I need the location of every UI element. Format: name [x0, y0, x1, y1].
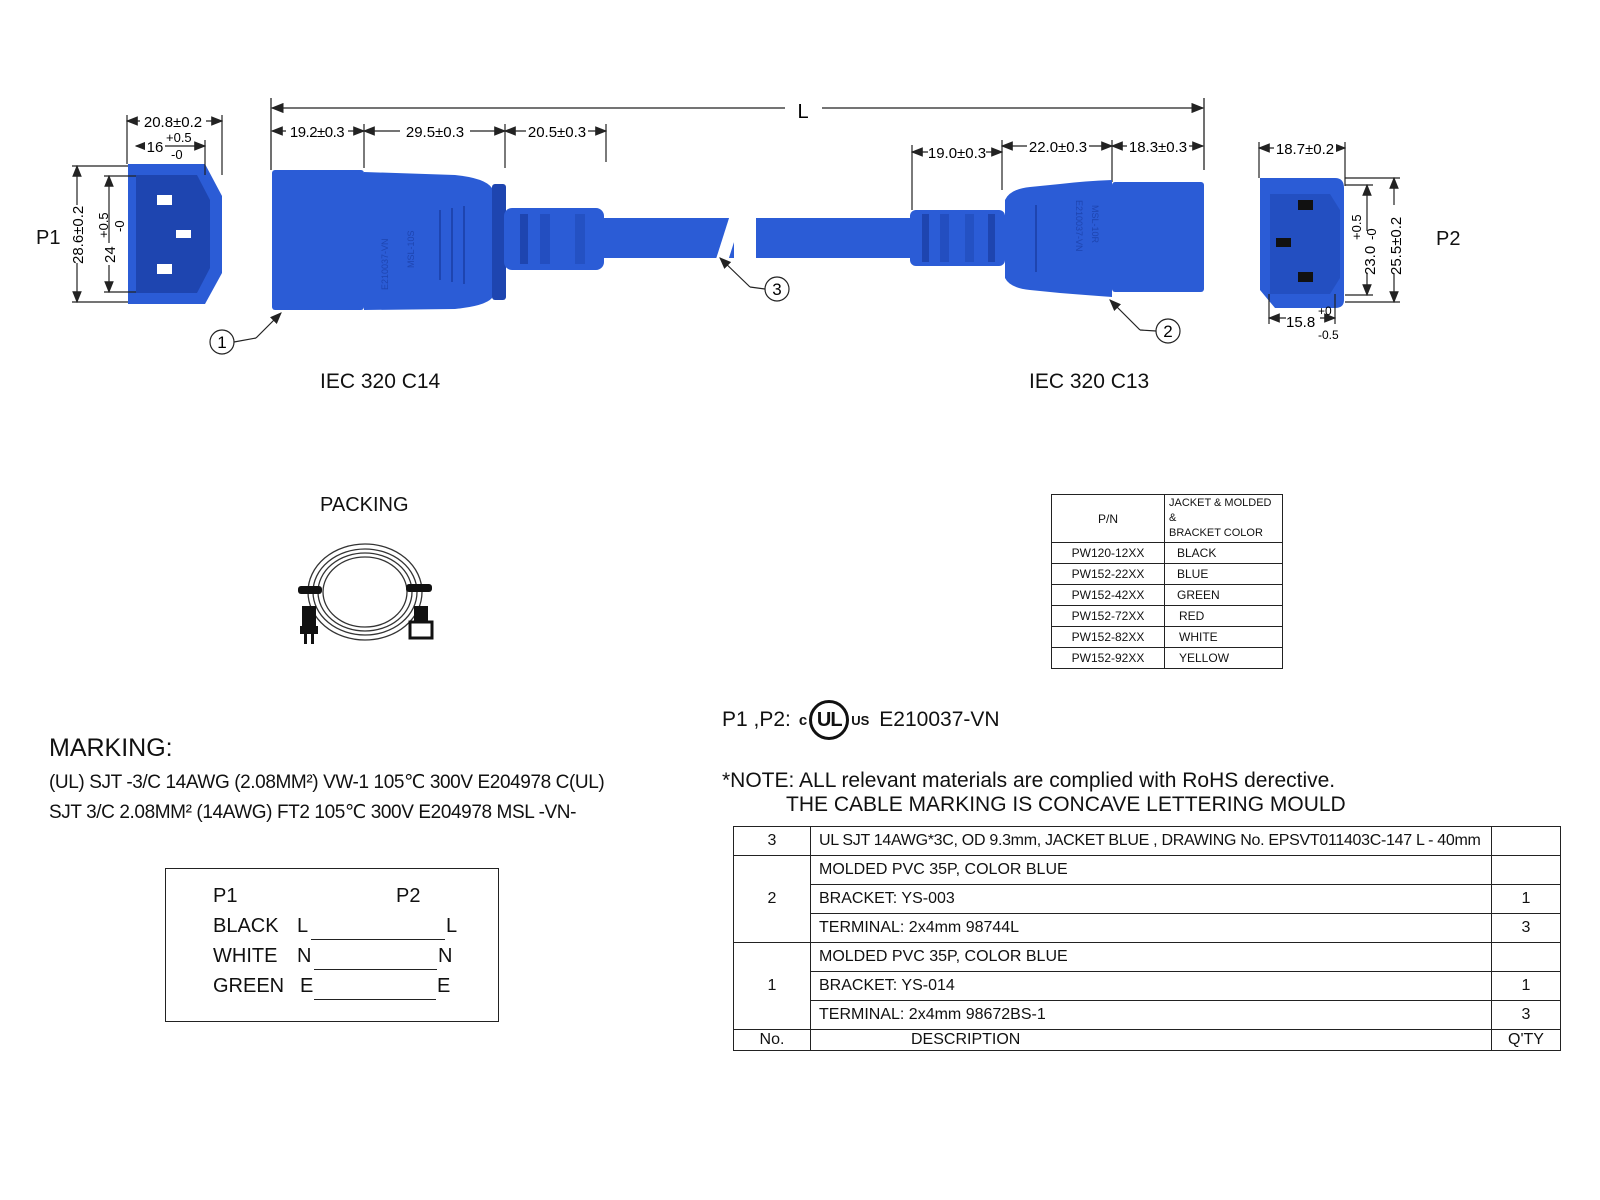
- wiring-row-p2: E: [437, 975, 451, 997]
- dim-c13-a: 19.0±0.3: [927, 145, 987, 162]
- pn-cell: PW120-12XX: [1052, 543, 1165, 564]
- length-label: L: [797, 101, 809, 123]
- cul-us: US: [851, 712, 870, 728]
- bom-footer-desc: DESCRIPTION: [811, 1030, 1492, 1051]
- callout-1: 1: [217, 333, 227, 352]
- pn-cell: PW152-82XX: [1052, 627, 1165, 648]
- c14-plug-text-1: E210037-VN: [380, 238, 390, 290]
- c13-label: IEC 320 C13: [1029, 370, 1150, 393]
- dim-p1-inner-h: 24: [102, 246, 119, 263]
- table-row: [734, 856, 1561, 885]
- cable-drawing: [0, 0, 1600, 420]
- dim-p2-inner-w-tol-top: +0: [1318, 304, 1332, 318]
- dim-p1-inner-h-tol-bot: -0: [112, 220, 127, 232]
- table-row: [1052, 543, 1283, 564]
- bom-desc: UL SJT 14AWG*3C, OD 9.3mm, JACKET BLUE , DRAWING No. EPSVT011403C-147 L - 40mm: [811, 827, 1492, 856]
- cert-number: E210037-VN: [879, 708, 1000, 731]
- table-row: [1052, 648, 1283, 669]
- header-color: [1165, 495, 1283, 543]
- marking-line-1: (UL) SJT -3/C 14AWG (2.08MM²) VW-1 105℃ 300V E204978 C(UL): [49, 772, 605, 793]
- table-row: [734, 1001, 1561, 1030]
- color-cell: BLACK: [1165, 543, 1283, 564]
- dim-p1-inner-tol-bot: -0: [171, 147, 183, 162]
- bom-table: [733, 826, 1561, 1051]
- bom-desc: BRACKET: YS-003: [811, 885, 1492, 914]
- dim-c13-b: 22.0±0.3: [1028, 139, 1088, 156]
- dim-p2-width: 18.7±0.2: [1275, 141, 1335, 158]
- pn-cell: PW152-42XX: [1052, 585, 1165, 606]
- bom-no: 1: [734, 943, 811, 1030]
- bom-no: 3: [734, 827, 811, 856]
- table-row: [734, 885, 1561, 914]
- dim-p2-inner-h-tol-bot: -0: [1364, 228, 1379, 240]
- marking-title: MARKING:: [49, 734, 173, 762]
- packing-title: PACKING: [320, 494, 409, 516]
- dim-p2-inner-h-tol-top: +0.5: [1349, 214, 1364, 240]
- wiring-line: [311, 939, 445, 940]
- bom-footer-qty: Q'TY: [1492, 1030, 1561, 1051]
- wiring-row-p2: L: [446, 915, 458, 937]
- dim-p1-height: 28.6±0.2: [70, 205, 87, 264]
- wiring-row-color: GREEN: [213, 975, 285, 997]
- wiring-row-color: BLACK: [213, 915, 279, 937]
- c13-plug-text-1: E210037-VN: [1074, 200, 1084, 252]
- wiring-row-p1: E: [300, 975, 314, 997]
- callout-2: 2: [1163, 322, 1173, 341]
- marking-line-2: SJT 3/C 2.08MM² (14AWG) FT2 105℃ 300V E204978 MSL -VN-: [49, 802, 577, 823]
- table-row: [734, 914, 1561, 943]
- bom-desc: TERMINAL: 2x4mm 98744L: [811, 914, 1492, 943]
- bom-qty: [1492, 943, 1561, 972]
- dim-c14-c: 20.5±0.3: [527, 124, 587, 141]
- bom-desc: MOLDED PVC 35P, COLOR BLUE: [811, 943, 1492, 972]
- bom-qty: 3: [1492, 914, 1561, 943]
- dim-p1-inner-h-tol-top: +0.5: [96, 212, 111, 238]
- bom-desc: BRACKET: YS-014: [811, 972, 1492, 1001]
- p2-front-view: [1260, 178, 1344, 308]
- table-footer-row: [734, 1030, 1561, 1051]
- bom-qty: 1: [1492, 972, 1561, 1001]
- cul-c: c: [798, 711, 808, 729]
- table-row: [1052, 495, 1283, 543]
- dim-p1-inner: 16: [146, 139, 164, 156]
- cul-logo: [799, 700, 869, 740]
- table-row: [1052, 606, 1283, 627]
- c14-label: IEC 320 C14: [320, 370, 441, 393]
- p1-front-view: [128, 164, 222, 304]
- note-line-1: *NOTE: ALL relevant materials are complied with RoHS derective.: [722, 769, 1336, 792]
- table-row: [1052, 564, 1283, 585]
- bom-footer-no: No.: [734, 1030, 811, 1051]
- cable: [604, 216, 916, 260]
- dim-p2-inner-h: 23.0: [1362, 245, 1379, 275]
- bom-desc: MOLDED PVC 35P, COLOR BLUE: [811, 856, 1492, 885]
- bom-qty: 3: [1492, 1001, 1561, 1030]
- wiring-line: [314, 999, 436, 1000]
- dim-c14-b: 29.5±0.3: [405, 124, 465, 141]
- color-cell: YELLOW: [1165, 648, 1283, 669]
- dim-p1-width: 20.8±0.2: [143, 114, 203, 131]
- c14-plug-side: [272, 170, 604, 310]
- table-row: [1052, 585, 1283, 606]
- p2-label: P2: [1436, 228, 1461, 250]
- ul-mark-text: UL: [816, 708, 842, 731]
- c13-plug-text-2: MSL-10R: [1090, 205, 1100, 244]
- color-cell: GREEN: [1165, 585, 1283, 606]
- bom-desc: TERMINAL: 2x4mm 98672BS-1: [811, 1001, 1492, 1030]
- wiring-row-p1: N: [297, 945, 312, 967]
- dim-p2-inner-w-tol-bot: -0.5: [1318, 328, 1339, 342]
- pn-color-table: [1051, 494, 1283, 669]
- wiring-line: [314, 969, 437, 970]
- wiring-row-p2: N: [438, 945, 453, 967]
- wiring-header-p1: P1: [213, 885, 238, 907]
- bom-qty: [1492, 827, 1561, 856]
- color-cell: BLUE: [1165, 564, 1283, 585]
- c14-plug-text-2: MSL-10S: [406, 230, 416, 268]
- dim-c14-a: 19.2±0.3: [289, 124, 345, 141]
- dim-p1-inner-tol-top: +0.5: [166, 130, 192, 145]
- table-row: [1052, 627, 1283, 648]
- color-cell: RED: [1165, 606, 1283, 627]
- wiring-row-p1: L: [297, 915, 309, 937]
- ul-mark-icon: [809, 700, 849, 740]
- table-row: [734, 943, 1561, 972]
- pn-cell: PW152-72XX: [1052, 606, 1165, 627]
- p1-label: P1: [36, 227, 61, 249]
- pn-cell: PW152-92XX: [1052, 648, 1165, 669]
- pn-cell: PW152-22XX: [1052, 564, 1165, 585]
- callout-3: 3: [772, 280, 782, 299]
- header-color-line2: BRACKET COLOR: [1169, 527, 1263, 539]
- cert-prefix: P1 ,P2:: [722, 708, 791, 731]
- c13-plug-side: [910, 180, 1204, 297]
- wiring-diagram: [165, 868, 499, 1022]
- packing-coil-image: [290, 522, 440, 662]
- note-line-2: THE CABLE MARKING IS CONCAVE LETTERING MOULD: [786, 793, 1346, 816]
- table-row: [734, 972, 1561, 1001]
- bom-qty: [1492, 856, 1561, 885]
- header-pn: P/N: [1052, 495, 1165, 543]
- dim-p2-height: 25.5±0.2: [1388, 216, 1405, 275]
- color-cell: WHITE: [1165, 627, 1283, 648]
- bom-qty: 1: [1492, 885, 1561, 914]
- bom-no: 2: [734, 856, 811, 943]
- header-color-line1: JACKET & MOLDED &: [1169, 497, 1272, 524]
- table-row: [734, 827, 1561, 856]
- dim-c13-c: 18.3±0.3: [1128, 139, 1188, 156]
- cert-line: [722, 700, 1000, 740]
- dim-p2-inner-w: 15.8: [1286, 314, 1316, 331]
- wiring-row-color: WHITE: [213, 945, 278, 967]
- wiring-header-p2: P2: [396, 885, 421, 907]
